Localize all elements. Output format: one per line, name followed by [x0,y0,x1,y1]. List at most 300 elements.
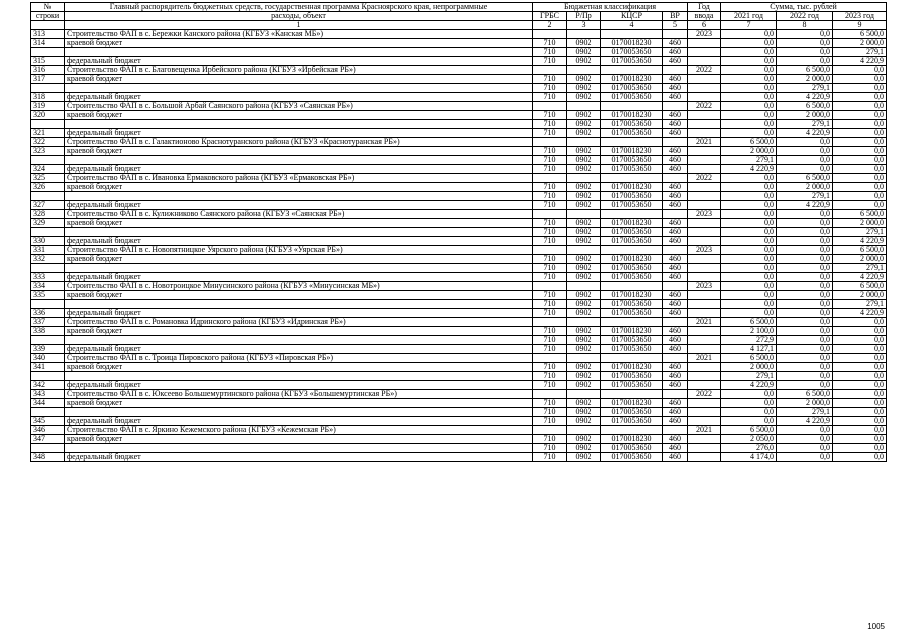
row-sum-2022: 0,0 [777,327,833,336]
row-number: 324 [31,165,65,174]
row-vr: 460 [663,453,688,462]
row-kcsr: 0170018230 [601,327,663,336]
row-sum-2021: 0,0 [721,237,777,246]
row-year [688,57,721,66]
table-row [31,345,887,354]
row-number: 342 [31,381,65,390]
table-row [31,291,887,300]
colnum: 5 [663,21,688,30]
row-sum-2021: 0,0 [721,39,777,48]
row-sum-2023: 0,0 [833,336,887,345]
row-sum-2022: 0,0 [777,147,833,156]
row-kcsr: 0170018230 [601,435,663,444]
row-number [31,372,65,381]
row-year: 2021 [688,318,721,327]
row-sum-2022: 0,0 [777,264,833,273]
row-kcsr: 0170053650 [601,345,663,354]
row-vr: 460 [663,363,688,372]
row-name: краевой бюджет [65,147,533,156]
row-year: 2022 [688,174,721,183]
header-budget-classification: Бюджетная классификация [533,3,688,12]
row-sum-2022: 0,0 [777,48,833,57]
row-kcsr: 0170053650 [601,309,663,318]
table-row [31,273,887,282]
row-year [688,84,721,93]
row-sum-2021: 0,0 [721,210,777,219]
row-name: Строительство ФАП в с. Кулижниково Саянского района (КГБУЗ «Саянская РБ») [65,210,533,219]
row-sum-2023: 0,0 [833,345,887,354]
row-sum-2023: 0,0 [833,327,887,336]
table-row [31,282,887,291]
row-grbs: 710 [533,219,567,228]
row-sum-2022: 4 220,9 [777,201,833,210]
row-sum-2022: 279,1 [777,120,833,129]
row-grbs: 710 [533,417,567,426]
table-row [31,219,887,228]
row-name: Строительство ФАП в с. Галактионово Краснотуранского района (КГБУЗ «Краснотуранская РБ») [65,138,533,147]
row-sum-2023: 0,0 [833,129,887,138]
row-sum-2023: 4 220,9 [833,57,887,66]
table-row [31,147,887,156]
row-kcsr: 0170053650 [601,408,663,417]
row-rzpr: 0902 [567,399,601,408]
row-vr: 460 [663,183,688,192]
row-name [65,48,533,57]
row-number: 336 [31,309,65,318]
table-row [31,417,887,426]
row-sum-2023: 0,0 [833,138,887,147]
row-name: Строительство ФАП в с. Яркино Кежемского района (КГБУЗ «Кежемская РБ») [65,426,533,435]
row-number: 329 [31,219,65,228]
row-vr [663,174,688,183]
row-sum-2021: 2 000,0 [721,147,777,156]
row-year [688,381,721,390]
row-year [688,39,721,48]
row-vr: 460 [663,201,688,210]
table-row [31,453,887,462]
colnum: 7 [721,21,777,30]
row-name: Строительство ФАП в с. Благовещенка Ирбейского района (КГБУЗ «Ирбейская РБ») [65,66,533,75]
row-rzpr: 0902 [567,363,601,372]
header-column-numbers [31,21,887,30]
row-rzpr: 0902 [567,39,601,48]
row-year: 2023 [688,246,721,255]
row-number: 319 [31,102,65,111]
row-sum-2022: 6 500,0 [777,102,833,111]
row-number: 332 [31,255,65,264]
row-sum-2021: 4 220,9 [721,381,777,390]
table-row [31,300,887,309]
row-name [65,84,533,93]
row-sum-2021: 6 500,0 [721,426,777,435]
row-year [688,237,721,246]
row-name: Строительство ФАП в с. Ивановка Ермаковского района (КГБУЗ «Ермаковская РБ») [65,174,533,183]
row-kcsr: 0170053650 [601,129,663,138]
row-kcsr: 0170053650 [601,444,663,453]
row-kcsr: 0170053650 [601,84,663,93]
row-sum-2022: 0,0 [777,57,833,66]
row-kcsr [601,210,663,219]
row-kcsr [601,354,663,363]
row-kcsr: 0170053650 [601,228,663,237]
row-name: краевой бюджет [65,183,533,192]
table-row [31,327,887,336]
row-sum-2023: 0,0 [833,102,887,111]
row-sum-2023: 6 500,0 [833,210,887,219]
row-sum-2021: 0,0 [721,399,777,408]
row-sum-2022: 6 500,0 [777,390,833,399]
row-grbs: 710 [533,165,567,174]
row-vr: 460 [663,219,688,228]
row-rzpr: 0902 [567,111,601,120]
header-num-line2: строки [31,12,65,21]
row-vr: 460 [663,57,688,66]
row-year [688,219,721,228]
row-number [31,300,65,309]
row-kcsr: 0170018230 [601,255,663,264]
row-sum-2021: 0,0 [721,183,777,192]
row-number: 331 [31,246,65,255]
row-sum-2023: 0,0 [833,318,887,327]
row-kcsr: 0170053650 [601,57,663,66]
row-year: 2021 [688,138,721,147]
row-rzpr: 0902 [567,336,601,345]
row-sum-2021: 0,0 [721,219,777,228]
row-number: 327 [31,201,65,210]
row-name: Строительство ФАП в с. Новопятницкое Уярского района (КГБУЗ «Уярская РБ») [65,246,533,255]
row-vr: 460 [663,120,688,129]
row-sum-2021: 0,0 [721,57,777,66]
row-name [65,228,533,237]
row-grbs [533,282,567,291]
row-sum-2023: 0,0 [833,111,887,120]
row-sum-2022: 0,0 [777,426,833,435]
table-row [31,426,887,435]
row-kcsr: 0170053650 [601,273,663,282]
row-grbs [533,354,567,363]
row-vr [663,282,688,291]
row-rzpr [567,174,601,183]
row-grbs [533,318,567,327]
row-sum-2023: 0,0 [833,453,887,462]
row-year: 2023 [688,210,721,219]
colnum: 9 [833,21,887,30]
row-year: 2022 [688,102,721,111]
row-year [688,156,721,165]
header-vr: ВР [663,12,688,21]
row-grbs: 710 [533,93,567,102]
row-grbs: 710 [533,336,567,345]
row-year [688,120,721,129]
table-row [31,192,887,201]
row-grbs: 710 [533,111,567,120]
row-sum-2022: 0,0 [777,309,833,318]
row-number: 343 [31,390,65,399]
row-sum-2023: 2 000,0 [833,39,887,48]
row-number: 322 [31,138,65,147]
row-sum-2022: 4 220,9 [777,93,833,102]
row-rzpr: 0902 [567,381,601,390]
row-rzpr: 0902 [567,219,601,228]
table-row [31,201,887,210]
row-name: федеральный бюджет [65,345,533,354]
row-sum-2023: 0,0 [833,399,887,408]
row-kcsr [601,282,663,291]
row-sum-2021: 0,0 [721,417,777,426]
row-number: 337 [31,318,65,327]
row-number: 321 [31,129,65,138]
row-year [688,255,721,264]
row-sum-2021: 2 000,0 [721,363,777,372]
row-name: краевой бюджет [65,327,533,336]
header-2021: 2021 год [721,12,777,21]
row-year [688,165,721,174]
row-vr: 460 [663,111,688,120]
row-sum-2023: 4 220,9 [833,309,887,318]
row-number: 346 [31,426,65,435]
row-number: 313 [31,30,65,39]
header-2022: 2022 год [777,12,833,21]
row-grbs: 710 [533,381,567,390]
row-year [688,129,721,138]
row-grbs [533,390,567,399]
row-grbs [533,246,567,255]
row-number: 326 [31,183,65,192]
row-year: 2022 [688,390,721,399]
row-year: 2021 [688,426,721,435]
row-sum-2021: 0,0 [721,291,777,300]
row-sum-2022: 2 000,0 [777,183,833,192]
row-grbs: 710 [533,255,567,264]
budget-table [30,2,887,462]
row-kcsr: 0170053650 [601,336,663,345]
row-rzpr: 0902 [567,273,601,282]
row-sum-2022: 279,1 [777,408,833,417]
row-kcsr: 0170018230 [601,399,663,408]
header-name-line1: Главный распорядитель бюджетных средств, государственная программа Красноярского края, непрограммные [65,3,533,12]
row-name: федеральный бюджет [65,57,533,66]
row-sum-2022: 0,0 [777,30,833,39]
row-year [688,228,721,237]
row-sum-2022: 0,0 [777,354,833,363]
row-rzpr: 0902 [567,228,601,237]
row-sum-2023: 0,0 [833,381,887,390]
row-sum-2021: 0,0 [721,246,777,255]
row-name [65,120,533,129]
header-year-line1: Год [688,3,721,12]
row-grbs: 710 [533,363,567,372]
row-kcsr: 0170018230 [601,183,663,192]
row-rzpr: 0902 [567,444,601,453]
row-rzpr: 0902 [567,183,601,192]
row-name: федеральный бюджет [65,417,533,426]
row-name: федеральный бюджет [65,381,533,390]
row-sum-2021: 0,0 [721,192,777,201]
row-sum-2023: 2 000,0 [833,219,887,228]
row-year [688,408,721,417]
row-sum-2023: 0,0 [833,363,887,372]
row-kcsr [601,102,663,111]
row-number [31,120,65,129]
row-grbs [533,426,567,435]
row-kcsr: 0170053650 [601,264,663,273]
row-vr: 460 [663,327,688,336]
row-year [688,192,721,201]
row-sum-2022: 0,0 [777,381,833,390]
row-rzpr: 0902 [567,327,601,336]
row-sum-2022: 0,0 [777,165,833,174]
row-rzpr: 0902 [567,75,601,84]
row-sum-2021: 0,0 [721,111,777,120]
row-kcsr: 0170018230 [601,363,663,372]
row-year [688,417,721,426]
row-rzpr: 0902 [567,237,601,246]
table-header [31,3,887,30]
row-vr [663,390,688,399]
row-rzpr: 0902 [567,417,601,426]
row-year [688,300,721,309]
row-kcsr: 0170053650 [601,156,663,165]
table-row [31,165,887,174]
row-year [688,183,721,192]
row-vr: 460 [663,192,688,201]
row-sum-2021: 279,1 [721,156,777,165]
table-row [31,408,887,417]
row-year: 2023 [688,30,721,39]
row-rzpr [567,390,601,399]
row-sum-2021: 6 500,0 [721,354,777,363]
table-row [31,372,887,381]
row-vr: 460 [663,291,688,300]
row-number: 339 [31,345,65,354]
row-vr: 460 [663,75,688,84]
row-sum-2023: 2 000,0 [833,291,887,300]
row-rzpr [567,30,601,39]
row-kcsr: 0170053650 [601,381,663,390]
table-row [31,336,887,345]
row-name: Строительство ФАП в с. Троица Пировского района (КГБУЗ «Пировская РБ») [65,354,533,363]
row-kcsr [601,174,663,183]
table-row [31,66,887,75]
row-number [31,84,65,93]
row-sum-2021: 2 100,0 [721,327,777,336]
colnum: 4 [601,21,663,30]
table-row [31,237,887,246]
row-year [688,147,721,156]
row-vr [663,426,688,435]
row-number: 320 [31,111,65,120]
row-grbs: 710 [533,444,567,453]
row-grbs: 710 [533,291,567,300]
table-row [31,129,887,138]
row-grbs: 710 [533,345,567,354]
row-year [688,336,721,345]
row-vr [663,210,688,219]
row-sum-2021: 0,0 [721,408,777,417]
row-grbs: 710 [533,75,567,84]
row-sum-2023: 279,1 [833,264,887,273]
row-number: 330 [31,237,65,246]
row-sum-2023: 0,0 [833,174,887,183]
table-row [31,399,887,408]
row-name: краевой бюджет [65,399,533,408]
row-rzpr: 0902 [567,255,601,264]
row-sum-2022: 0,0 [777,273,833,282]
table-row [31,246,887,255]
row-name: краевой бюджет [65,435,533,444]
row-sum-2021: 0,0 [721,84,777,93]
row-sum-2023: 0,0 [833,66,887,75]
row-year [688,291,721,300]
row-rzpr: 0902 [567,129,601,138]
header-name-line2: расходы, объект [65,12,533,21]
row-grbs [533,138,567,147]
row-vr: 460 [663,417,688,426]
table-row [31,120,887,129]
row-kcsr: 0170053650 [601,201,663,210]
row-sum-2023: 0,0 [833,435,887,444]
colnum [31,21,65,30]
row-vr: 460 [663,129,688,138]
table-row [31,318,887,327]
row-grbs: 710 [533,156,567,165]
row-number: 341 [31,363,65,372]
row-sum-2022: 0,0 [777,435,833,444]
row-number [31,336,65,345]
row-grbs: 710 [533,309,567,318]
row-sum-2021: 276,0 [721,444,777,453]
row-grbs: 710 [533,201,567,210]
row-name: краевой бюджет [65,111,533,120]
row-sum-2022: 0,0 [777,228,833,237]
colnum: 1 [65,21,533,30]
row-sum-2023: 0,0 [833,156,887,165]
row-vr: 460 [663,156,688,165]
header-year-line2: ввода [688,12,721,21]
row-name [65,264,533,273]
row-name: федеральный бюджет [65,453,533,462]
row-vr: 460 [663,255,688,264]
row-number [31,444,65,453]
row-kcsr [601,426,663,435]
row-name: Строительство ФАП в с. Юксеево Большемуртинского района (КГБУЗ «Большемуртинская РБ») [65,390,533,399]
row-name: Строительство ФАП в с. Романовка Идринского района (КГБУЗ «Идринская РБ») [65,318,533,327]
table-row [31,390,887,399]
row-vr: 460 [663,444,688,453]
row-year [688,201,721,210]
row-number: 315 [31,57,65,66]
row-grbs: 710 [533,327,567,336]
row-year [688,48,721,57]
row-kcsr [601,138,663,147]
row-rzpr: 0902 [567,48,601,57]
row-rzpr: 0902 [567,120,601,129]
row-rzpr: 0902 [567,156,601,165]
row-grbs: 710 [533,300,567,309]
row-number: 328 [31,210,65,219]
row-year [688,345,721,354]
table-row [31,228,887,237]
table-row [31,102,887,111]
row-year [688,309,721,318]
header-rzpr: Р/Пр [567,12,601,21]
row-name: краевой бюджет [65,75,533,84]
row-rzpr: 0902 [567,165,601,174]
table-row [31,183,887,192]
row-kcsr: 0170018230 [601,39,663,48]
row-rzpr: 0902 [567,345,601,354]
row-grbs: 710 [533,48,567,57]
